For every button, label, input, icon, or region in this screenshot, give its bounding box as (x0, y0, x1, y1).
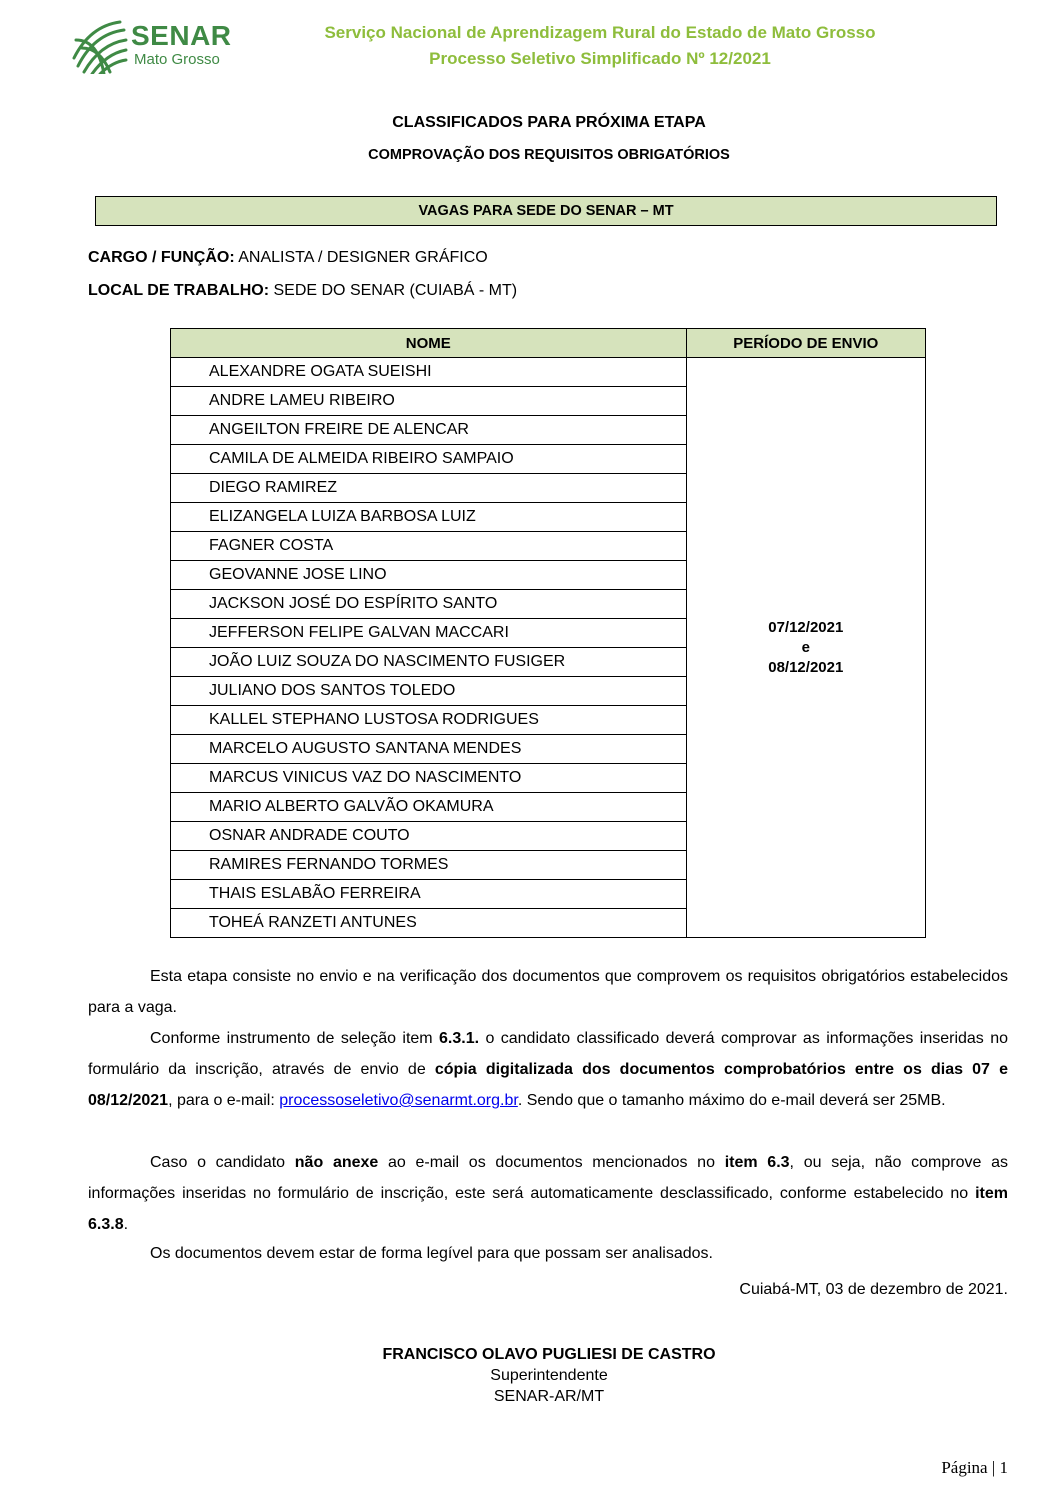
logo-subtitle: Mato Grosso (134, 51, 220, 68)
email-link[interactable]: processoseletivo@senarmt.org.br (279, 1092, 518, 1109)
candidate-name: THAIS ESLABÃO FERREIRA (171, 880, 687, 909)
candidate-name: OSNAR ANDRADE COUTO (171, 822, 687, 851)
candidate-name: KALLEL STEPHANO LUSTOSA RODRIGUES (171, 706, 687, 735)
table-header-row (171, 329, 926, 358)
p3-bold-nao-anexe: não anexe (294, 1154, 379, 1171)
signature-role: Superintendente (490, 1367, 608, 1384)
p2-text-a: Conforme instrumento de seleção item (150, 1030, 440, 1047)
period-end: 08/12/2021 (768, 658, 844, 676)
p3-text-a: Caso o candidato (150, 1154, 295, 1171)
period-conj: e (801, 638, 810, 656)
period-start: 07/12/2021 (768, 618, 844, 636)
candidate-name: JOÃO LUIZ SOUZA DO NASCIMENTO FUSIGER (171, 648, 687, 677)
p2-text-e: , para o e-mail: (168, 1092, 280, 1109)
paragraph-2 (88, 1023, 1008, 1116)
p2-item-ref: 6.3.1. (439, 1030, 480, 1047)
table-row (171, 358, 926, 387)
candidate-name: CAMILA DE ALMEIDA RIBEIRO SAMPAIO (171, 445, 687, 474)
signature-name: FRANCISCO OLAVO PUGLIESI DE CASTRO (382, 1346, 716, 1363)
p3-text-c: ao e-mail os documentos mencionados no (378, 1154, 725, 1171)
candidates-table (170, 328, 926, 938)
page-subtitle: COMPROVAÇÃO DOS REQUISITOS OBRIGATÓRIOS (368, 147, 730, 163)
candidate-name: GEOVANNE JOSE LINO (171, 561, 687, 590)
vagas-banner: VAGAS PARA SEDE DO SENAR – MT (95, 196, 997, 226)
candidate-name: JEFFERSON FELIPE GALVAN MACCARI (171, 619, 687, 648)
local-value: SEDE DO SENAR (CUIABÁ - MT) (269, 282, 518, 299)
candidate-name: MARIO ALBERTO GALVÃO OKAMURA (171, 793, 687, 822)
paragraph-1: Esta etapa consiste no envio e na verificação dos documentos que comprovem os requisitos obrigatórios estabelecidos para a vaga. (88, 968, 1008, 1016)
header-periodo: PERÍODO DE ENVIO (686, 329, 925, 358)
candidate-name: ELIZANGELA LUIZA BARBOSA LUIZ (171, 503, 687, 532)
candidate-name: TOHEÁ RANZETI ANTUNES (171, 909, 687, 938)
dateline: Cuiabá-MT, 03 de dezembro de 2021. (739, 1281, 1008, 1298)
p2-text-c: o candidato classificado deverá comprovar as informações inseridas no formulário da inscrição, através de envio de (88, 1030, 1008, 1078)
page-number: Página | 1 (941, 1458, 1008, 1477)
cargo-line (88, 248, 488, 268)
cargo-label: CARGO / FUNÇÃO: (88, 249, 235, 266)
header-institution: Serviço Nacional de Aprendizagem Rural do Estado de Mato Grosso (324, 23, 876, 42)
candidate-name: JULIANO DOS SANTOS TOLEDO (171, 677, 687, 706)
candidate-name: FAGNER COSTA (171, 532, 687, 561)
page-title: CLASSIFICADOS PARA PRÓXIMA ETAPA (392, 114, 706, 131)
candidate-name: ANDRE LAMEU RIBEIRO (171, 387, 687, 416)
candidate-name: MARCELO AUGUSTO SANTANA MENDES (171, 735, 687, 764)
paragraph-4: Os documentos devem estar de forma legível para que possam ser analisados. (150, 1245, 713, 1262)
signature-org: SENAR-AR/MT (493, 1388, 605, 1405)
logo-wordmark: SENAR (131, 20, 232, 51)
p3-item-ref: item 6.3 (724, 1154, 790, 1171)
local-label: LOCAL DE TRABALHO: (88, 282, 270, 299)
period-cell (686, 358, 925, 938)
local-line (88, 281, 517, 301)
candidate-name: RAMIRES FERNANDO TORMES (171, 851, 687, 880)
candidate-name: JACKSON JOSÉ DO ESPÍRITO SANTO (171, 590, 687, 619)
p3-text-g: . (123, 1216, 129, 1233)
p3-item-ref-2: item 6.3.8 (88, 1185, 1008, 1233)
table-body (171, 358, 926, 938)
header-process: Processo Seletivo Simplificado Nº 12/2021 (429, 49, 771, 68)
candidate-name: DIEGO RAMIREZ (171, 474, 687, 503)
p2-bold-docs: cópia digitalizada dos documentos comprobatórios entre os dias 07 e 08/12/2021 (88, 1061, 1009, 1109)
candidate-name: ANGEILTON FREIRE DE ALENCAR (171, 416, 687, 445)
candidate-name: MARCUS VINICUS VAZ DO NASCIMENTO (171, 764, 687, 793)
p3-text-e: , ou seja, não comprove as informações inseridas no formulário de inscrição, este será automaticamente desclassificado, conforme estabelecido no (88, 1154, 1008, 1202)
header-nome: NOME (171, 329, 687, 358)
cargo-value: ANALISTA / DESIGNER GRÁFICO (234, 249, 488, 266)
p2-text-f: . Sendo que o tamanho máximo do e-mail deverá ser 25MB. (517, 1092, 946, 1109)
paragraph-3 (88, 1147, 1008, 1240)
candidate-name: ALEXANDRE OGATA SUEISHI (171, 358, 687, 387)
